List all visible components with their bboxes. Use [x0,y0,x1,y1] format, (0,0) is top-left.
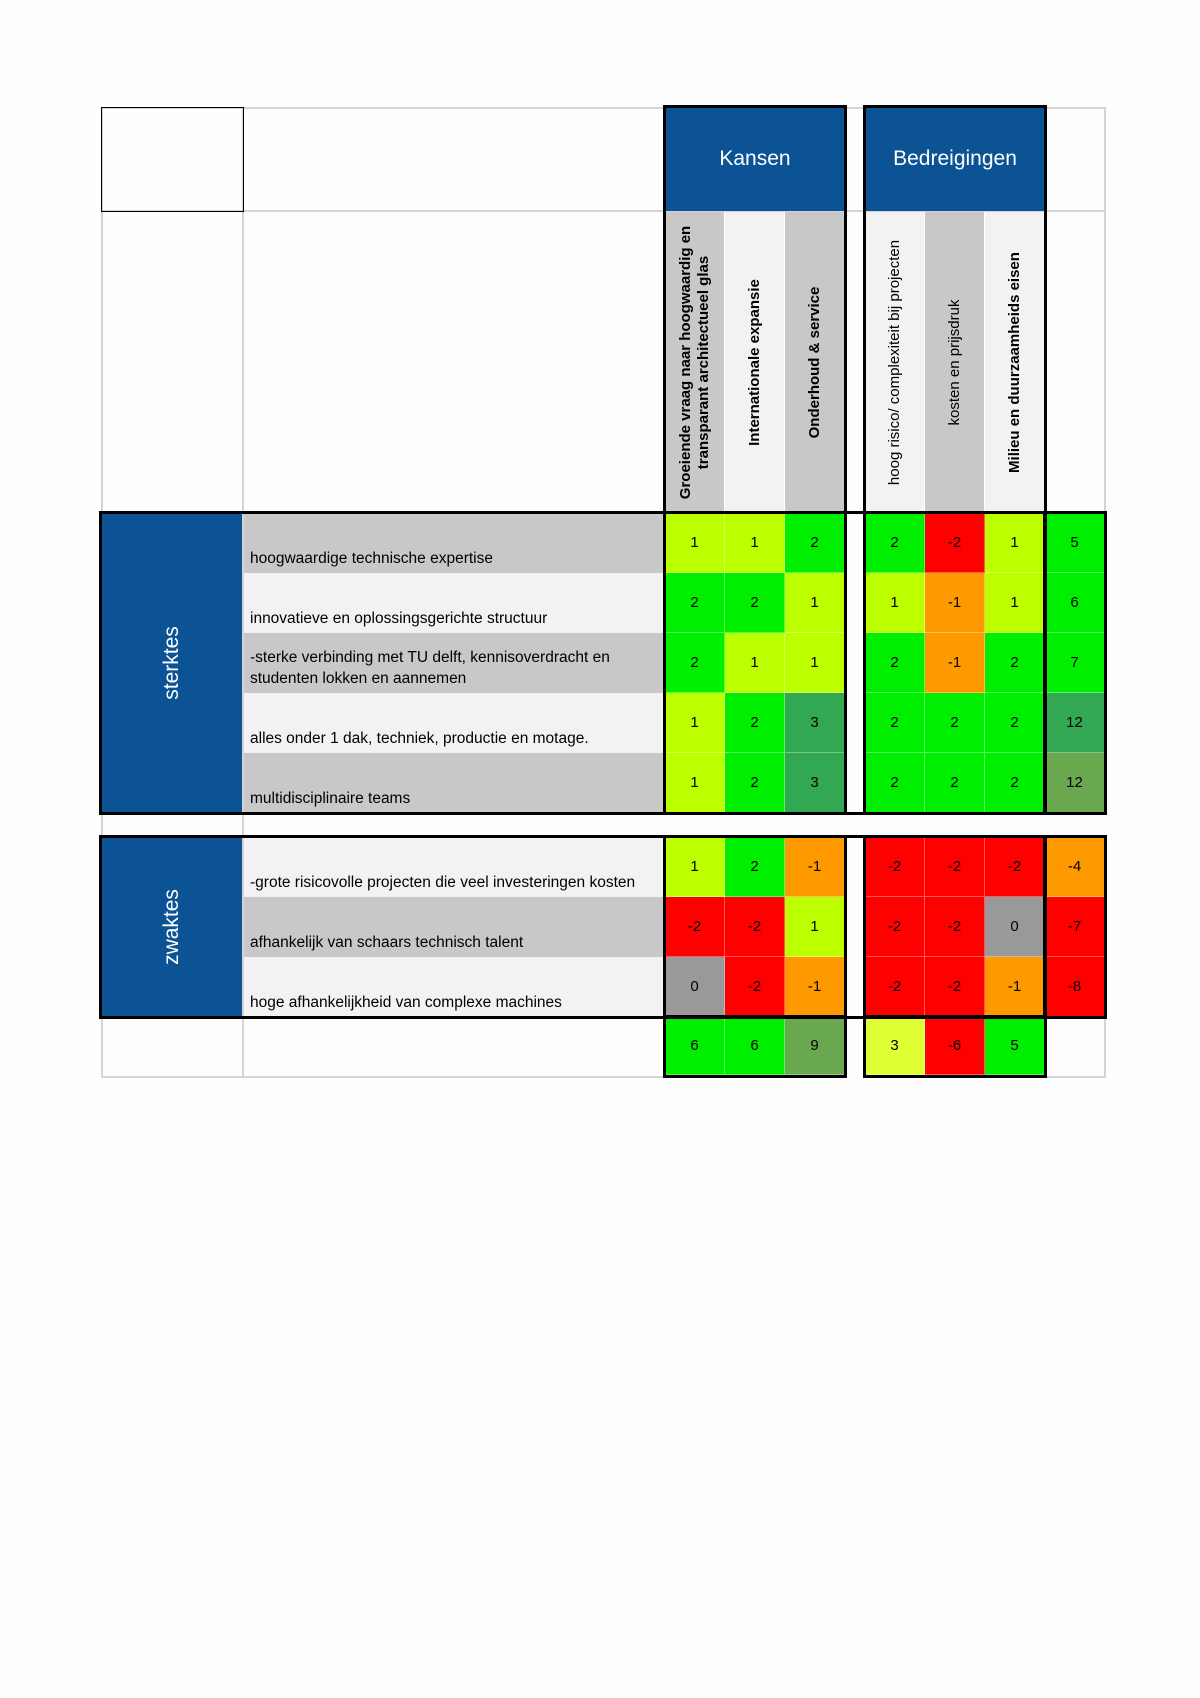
score-cell: 2 [985,753,1045,813]
black-border-box [663,1015,847,1078]
zwaktes-text: zwaktes [159,889,183,965]
score-cell: -2 [725,957,785,1017]
column-total-cell: 5 [985,1017,1045,1075]
score-cell: 1 [785,897,845,957]
score-cell: -1 [985,957,1045,1017]
row-total-cell: -7 [1045,897,1105,957]
score-cell: 1 [665,693,725,753]
row-total-cell: -4 [1045,837,1105,897]
black-border-box [99,835,1107,1019]
score-cell: -2 [925,837,985,897]
score-cell: 2 [725,837,785,897]
score-cell: -2 [925,957,985,1017]
sterktes-text: sterktes [159,626,183,700]
score-cell: 1 [665,837,725,897]
row-total-cell: 6 [1045,573,1105,633]
score-cell: -1 [785,837,845,897]
column-header-label: Internationale expansie [746,279,763,446]
bedreigingen-header: Bedreigingen [865,107,1045,211]
score-cell: 2 [985,633,1045,693]
score-cell: 1 [665,753,725,813]
score-cell: 2 [665,573,725,633]
score-cell: -2 [725,897,785,957]
score-cell: 1 [985,513,1045,573]
row-total-cell: 12 [1045,693,1105,753]
black-border-box [863,1015,1047,1078]
column-total-cell: 9 [785,1017,845,1075]
column-header-label: Milieu en duurzaamheids eisen [1006,252,1023,473]
gap-band [663,815,1107,835]
score-cell: 1 [725,633,785,693]
score-cell: 2 [865,633,925,693]
score-cell: 1 [785,573,845,633]
score-cell: 2 [925,753,985,813]
score-cell: 2 [865,693,925,753]
column-total-cell: 6 [665,1017,725,1075]
column-header-label: Onderhoud & service [806,286,823,439]
column-total-cell: 6 [725,1017,785,1075]
row-label-text: alles onder 1 dak, techniek, productie en motage. [250,730,589,747]
row-label-text: innovatieve en oplossingsgerichte structuur [250,610,548,627]
column-header-label: Groeiende vraag naar hoogwaardig en transparant architectueel glas [677,225,712,500]
score-cell: 1 [785,633,845,693]
score-cell: 2 [985,693,1045,753]
column-total-cell: -6 [925,1017,985,1075]
column-total-cell: 3 [865,1017,925,1075]
column-header-label: kosten en prijsdruk [946,299,963,426]
score-cell: 0 [665,957,725,1017]
black-border-box [99,511,1107,815]
score-cell: -2 [665,897,725,957]
row-label-text: -grote risicovolle projecten die veel investeringen kosten [250,874,636,891]
kansen-header: Kansen [665,107,845,211]
score-cell: -1 [925,573,985,633]
row-label-text: multidisciplinaire teams [250,790,411,807]
score-cell: 3 [785,693,845,753]
row-label-text: afhankelijk van schaars technisch talent [250,934,524,951]
score-cell: 1 [665,513,725,573]
column-header-label: hoog risico/ complexiteit bij projecten [886,239,903,486]
score-cell: 0 [985,897,1045,957]
row-label-text: hoge afhankelijkheid van complexe machines [250,994,562,1011]
score-cell: -2 [925,897,985,957]
score-cell: -2 [925,513,985,573]
score-cell: 2 [865,513,925,573]
score-cell: -2 [865,957,925,1017]
score-cell: 2 [725,693,785,753]
score-cell: -2 [985,837,1045,897]
score-cell: -2 [865,837,925,897]
row-label-text: hoogwaardige technische expertise [250,550,493,567]
score-cell: 2 [725,573,785,633]
score-cell: -2 [865,897,925,957]
score-cell: 3 [785,753,845,813]
row-label-text: -sterke verbinding met TU delft, kennisoverdracht en studenten lokken en aannemen [250,649,610,687]
score-cell: 2 [785,513,845,573]
score-cell: 2 [665,633,725,693]
row-total-cell: 7 [1045,633,1105,693]
corner-box [101,107,244,212]
score-cell: 1 [985,573,1045,633]
score-cell: -1 [785,957,845,1017]
score-cell: -1 [925,633,985,693]
score-cell: 2 [725,753,785,813]
score-cell: 2 [865,753,925,813]
row-total-cell: 12 [1045,753,1105,813]
score-cell: 1 [865,573,925,633]
score-cell: 1 [725,513,785,573]
row-total-cell: -8 [1045,957,1105,1017]
row-total-cell: 5 [1045,513,1105,573]
score-cell: 2 [925,693,985,753]
